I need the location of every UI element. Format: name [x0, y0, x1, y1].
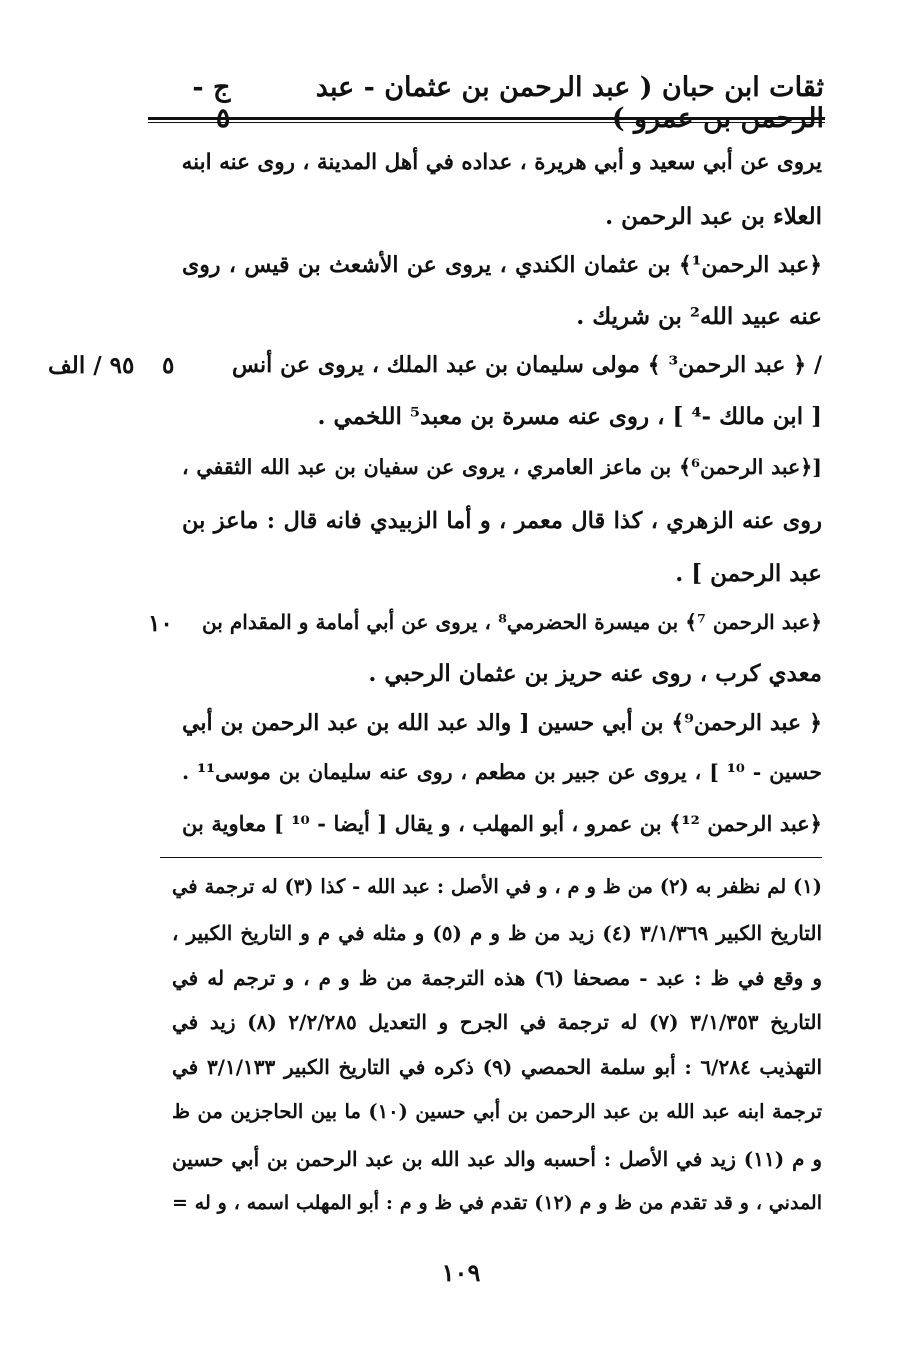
body-line: حسين - ¹⁰ ] ، يروى عن جبير بن مطعم ، روى عنه سليمان بن موسى¹¹ .: [182, 760, 822, 784]
footnote-line: (١) لم نظفر به (٢) من ظ و م ، و في الأصل : عبد الله - كذا (٣) له ترجمة في: [172, 875, 822, 898]
header-title: ثقات ابن حبان ( عبد الرحمن بن عثمان - عبد الرحمن بن عمرو ): [315, 72, 824, 134]
body-line: معدي كرب ، روى عنه حريز بن عثمان الرحبي .: [368, 660, 822, 687]
margin-line-number: ٥: [162, 352, 175, 379]
footnote-rule: [160, 857, 822, 858]
body-line: عنه عبيد الله² بن شريك .: [576, 303, 822, 330]
body-line: ﴿ عبد الرحمن⁹﴾ بن أبي حسين [ والد عبد الله بن عبد الرحمن بن أبي: [182, 710, 822, 736]
body-line: يروى عن أبي سعيد و أبي هريرة ، عداده في أهل المدينة ، روى عنه ابنه: [181, 150, 822, 175]
footnote-line: التاريخ ٣/١/٣٥٣ (٧) له ترجمة في الجرح و التعديل ٢/٢/٢٨٥ (٨) زيد في: [172, 1010, 822, 1034]
footnote-line: التاريخ الكبير ٣/١/٣٦٩ (٤) زيد من ظ و م (٥) و مثله في م و التاريخ الكبير ،: [172, 921, 823, 945]
footnote-line: المدني ، و قد تقدم من ظ و م (١٢) تقدم في ظ و م : أبو المهلب اسمه ، و له =: [172, 1192, 822, 1214]
running-header: [180, 72, 824, 134]
footnote-line: و وقع في ظ : عبد - مصحفا (٦) هذه الترجمة من ظ و م ، و ترجم له في: [172, 966, 822, 990]
page-number: ١٠٩: [441, 1258, 481, 1287]
volume-label: ج - ٥: [192, 72, 231, 134]
footnote-line: و م (١١) زيد في الأصل : أحسبه والد عبد الله بن عبد الرحمن بن أبي حسين: [172, 1147, 822, 1171]
body-line: / ﴿ عبد الرحمن³ ﴾ مولى سليمان بن عبد الملك ، يروى عن أنس: [232, 352, 822, 378]
body-line: العلاء بن عبد الرحمن .: [605, 203, 822, 230]
body-line: ﴿عبد الرحمن ¹²﴾ بن عمرو ، أبو المهلب ، و يقال [ أيضا - ¹⁰ ] معاوية بن: [182, 811, 822, 836]
body-line: [ ابن مالك -⁴ ] ، روى عنه مسرة بن معبد⁵ اللخمي .: [317, 403, 822, 430]
header-rule: [148, 117, 825, 123]
body-line: ﴿عبد الرحمن ⁷﴾ بن ميسرة الحضرمي⁸ ، يروى عن أبي أمامة و المقدام بن: [202, 610, 822, 634]
body-line: عبد الرحمن ] .: [675, 560, 822, 587]
body-line: ﴿عبد الرحمن¹﴾ بن عثمان الكندي ، يروى عن الأشعث بن قيس ، روى: [182, 252, 822, 278]
body-line: روى عنه الزهري ، كذا قال معمر ، و أما الزبيدي فانه قال : ماعز بن: [182, 508, 822, 534]
footnote-line: التهذيب ٦/٢٨٤ : أبو سلمة الحمصي (٩) ذكره في التاريخ الكبير ٣/١/١٣٣ في: [172, 1055, 823, 1079]
margin-folio: ٩٥ / الف: [48, 352, 135, 379]
footnote-line: ترجمة ابنه عبد الله بن عبد الرحمن بن أبي حسين (١٠) ما بين الحاجزين من ظ: [172, 1100, 822, 1123]
margin-line-number: ١٠: [148, 610, 173, 637]
body-line: [﴿عبد الرحمن⁶﴾ بن ماعز العامري ، يروى عن سفيان بن عبد الله الثقفي ،: [182, 455, 822, 479]
